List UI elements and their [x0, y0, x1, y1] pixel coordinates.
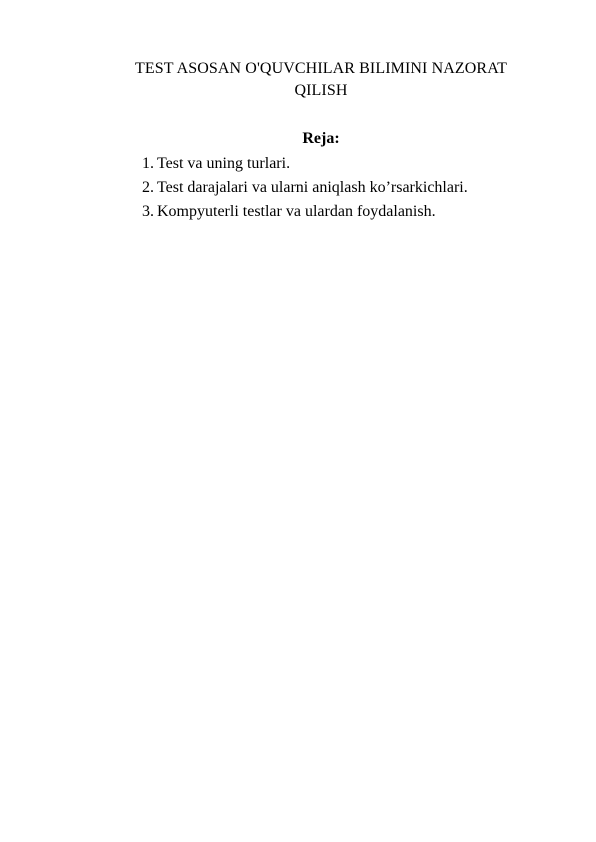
list-item-text: Test darajalari va ularni aniqlash ko’rsarkichlari. [157, 179, 468, 196]
plan-list [142, 152, 468, 224]
list-item-number: 1. [142, 155, 154, 172]
document-title [96, 58, 546, 102]
list-item [142, 176, 468, 200]
list-item-text: Kompyuterli testlar va ulardan foydalanish. [157, 203, 436, 220]
title-line-2: QILISH [294, 82, 348, 99]
plan-heading: Reja: [302, 130, 340, 147]
list-item [142, 152, 468, 176]
list-item-text: Test va uning turlari. [157, 155, 291, 172]
title-line-1: TEST ASOSAN O'QUVCHILAR BILIMINI NAZORAT [135, 60, 507, 77]
list-item-number: 3. [142, 203, 154, 220]
list-item-number: 2. [142, 179, 154, 196]
list-item [142, 200, 468, 224]
